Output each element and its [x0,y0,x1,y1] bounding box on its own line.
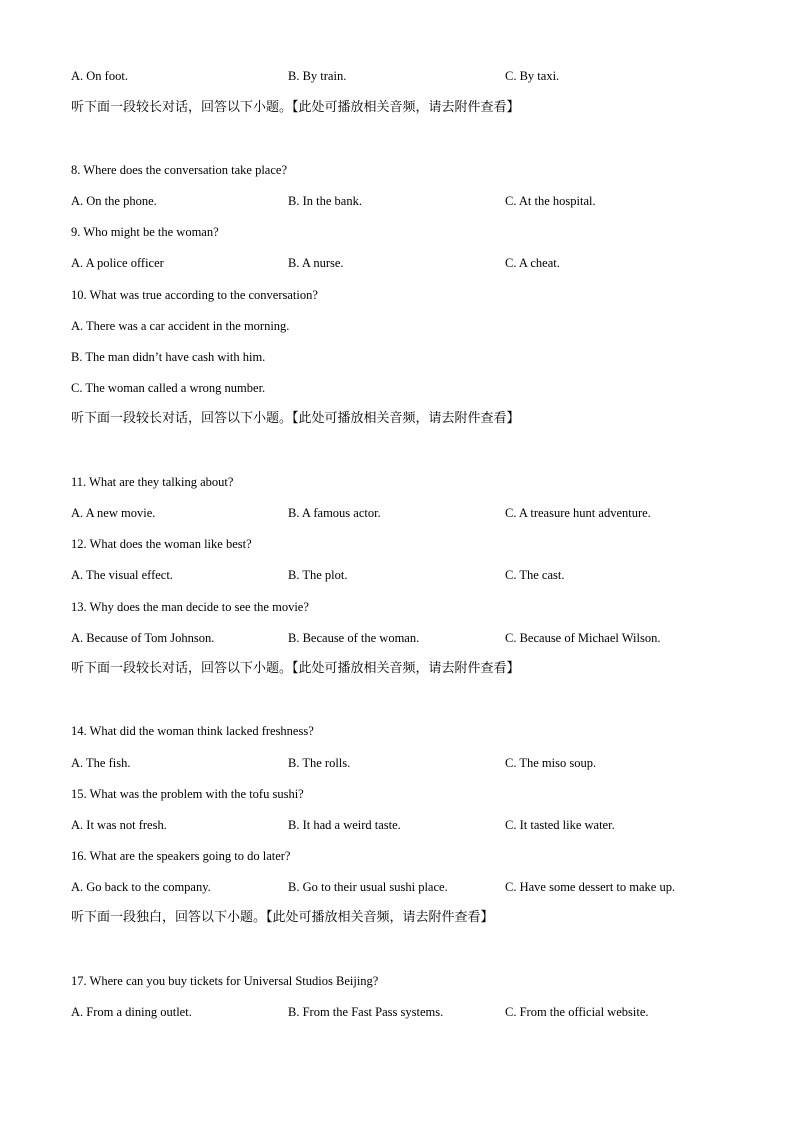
question-8: 8. Where does the conversation take place? [71,163,287,177]
question-11: 11. What are they talking about? [71,475,234,489]
option-a: A. On foot. [71,69,128,83]
option-a: A. There was a car accident in the morning. [71,319,290,333]
question-17: 17. Where can you buy tickets for Universal Studios Beijing? [71,974,379,988]
option-c: C. By taxi. [505,69,560,83]
option-c: C. A cheat. [505,256,560,270]
option-c: C. Because of Michael Wilson. [505,631,661,645]
question-16: 16. What are the speakers going to do later? [71,849,291,863]
option-b: B. It had a weird taste. [288,818,401,832]
section-instruction: 听下面一段独白，回答以下小题。【此处可播放相关音频，请去附件查看】 [71,910,494,925]
question-13: 13. Why does the man decide to see the movie? [71,600,309,614]
option-c: C. From the official website. [505,1005,649,1019]
option-c: C. The miso soup. [505,756,597,770]
question-12: 12. What does the woman like best? [71,537,252,551]
option-a: A. A police officer [71,256,164,270]
option-a: A. On the phone. [71,194,157,208]
option-c: C. At the hospital. [505,194,596,208]
section-instruction: 听下面一段较长对话，回答以下小题。【此处可播放相关音频，请去附件查看】 [71,100,520,115]
option-b: B. By train. [288,69,347,83]
option-a: A. The fish. [71,756,131,770]
option-b: B. A nurse. [288,256,344,270]
option-c: C. The woman called a wrong number. [71,381,266,395]
option-c: C. The cast. [505,568,565,582]
option-a: A. Because of Tom Johnson. [71,631,215,645]
option-b: B. The plot. [288,568,348,582]
option-b: B. Go to their usual sushi place. [288,880,448,894]
option-b: B. The rolls. [288,756,351,770]
option-b: B. From the Fast Pass systems. [288,1005,444,1019]
option-c: C. Have some dessert to make up. [505,880,676,894]
option-c: C. It tasted like water. [505,818,615,832]
option-b: B. In the bank. [288,194,362,208]
option-b: B. The man didn’t have cash with him. [71,350,266,364]
option-a: A. It was not fresh. [71,818,167,832]
question-9: 9. Who might be the woman? [71,225,219,239]
section-instruction: 听下面一段较长对话，回答以下小题。【此处可播放相关音频，请去附件查看】 [71,661,520,676]
section-instruction: 听下面一段较长对话，回答以下小题。【此处可播放相关音频，请去附件查看】 [71,411,520,426]
option-a: A. Go back to the company. [71,880,211,894]
question-10: 10. What was true according to the conversation? [71,288,318,302]
question-14: 14. What did the woman think lacked freshness? [71,724,314,738]
option-a: A. The visual effect. [71,568,173,582]
option-b: B. Because of the woman. [288,631,420,645]
option-b: B. A famous actor. [288,506,381,520]
option-c: C. A treasure hunt adventure. [505,506,651,520]
option-a: A. A new movie. [71,506,156,520]
option-a: A. From a dining outlet. [71,1005,192,1019]
question-15: 15. What was the problem with the tofu sushi? [71,787,304,801]
